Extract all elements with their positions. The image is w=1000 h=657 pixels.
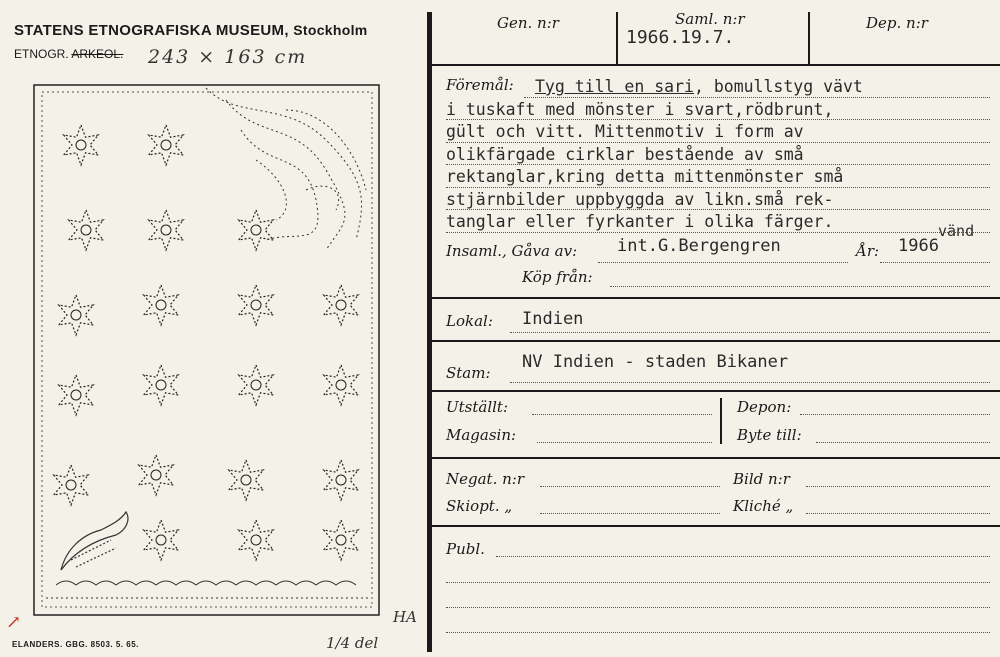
insaml-value: int.G.Bergengren — [617, 236, 781, 256]
dep-label: Dep. n:r — [866, 14, 928, 32]
star-motif — [59, 295, 94, 335]
utstallt-label: Utställt: — [446, 398, 509, 416]
sketch-frame — [34, 85, 379, 615]
rule-stam — [432, 390, 1000, 392]
stam-label: Stam: — [446, 364, 491, 382]
arkeol-label: ARKEOL. — [71, 47, 124, 61]
star-motif — [144, 365, 179, 405]
textile-sketch — [26, 80, 386, 625]
dimensions-note: 243 × 163 cm — [148, 46, 308, 68]
printer-line: ELANDERS. GBG. 8503. 5. 65. — [12, 640, 139, 649]
central-swirl — [206, 88, 366, 250]
star-motif — [144, 520, 179, 560]
bottom-border-pattern — [46, 581, 371, 598]
negat-label: Negat. n:r — [446, 470, 524, 488]
object-name: Tyg till en sari — [535, 77, 694, 96]
lokal-value: Indien — [522, 309, 584, 329]
rule-depon — [432, 457, 1000, 459]
foremal-line-4: rektanglar,kring detta mittenmönster små — [446, 167, 844, 186]
foremal-first-line — [535, 76, 863, 99]
foremal-line-6: tanglar eller fyrkanter i olika färger. — [446, 212, 834, 231]
divider-gen-saml — [616, 12, 618, 64]
museum-name — [14, 22, 368, 39]
scale-note: 1/4 del — [326, 634, 379, 652]
saml-label: Saml. n:r — [675, 10, 745, 28]
etnogr-label: ETNOGR. — [14, 47, 69, 61]
star-motif — [54, 465, 89, 505]
bird-figure — [61, 512, 128, 570]
initials: HA — [393, 608, 417, 626]
kop-label: Köp från: — [522, 268, 593, 286]
star-motif — [324, 365, 359, 405]
rule-lokal — [432, 340, 1000, 342]
museum-title: STATENS ETNOGRAFISKA MUSEUM, — [14, 22, 289, 39]
museum-city: Stockholm — [293, 22, 368, 38]
foremal-label: Föremål: — [446, 76, 514, 94]
depon-label: Depon: — [737, 398, 792, 416]
rule-top — [432, 64, 1000, 66]
star-motif — [324, 460, 359, 500]
star-motif — [149, 125, 184, 165]
foremal-line-3: olikfärgade cirklar bestående av små — [446, 144, 804, 164]
foremal-line-5: stjärnbilder uppbyggda av likn.små rek- — [446, 189, 834, 209]
ar-value: 1966 — [898, 236, 939, 256]
star-motif — [139, 455, 174, 495]
lokal-label: Lokal: — [446, 312, 493, 330]
star-motif — [239, 365, 274, 405]
star-motif — [239, 285, 274, 325]
divider-thick — [427, 12, 432, 652]
ar-label: År: — [856, 242, 880, 260]
rule-kop — [432, 297, 1000, 299]
star-motif — [59, 375, 94, 415]
kliche-label: Kliché „ — [733, 497, 794, 515]
vand-note: vänd — [938, 222, 975, 240]
saml-value: 1966.19.7. — [626, 27, 735, 48]
insaml-label: Insaml., Gåva av: — [446, 242, 578, 260]
star-motif — [239, 210, 274, 250]
category-line — [14, 47, 123, 61]
divider-saml-dep — [808, 12, 810, 64]
star-motif — [149, 210, 184, 250]
skiopt-label: Skiopt. „ — [446, 497, 513, 515]
star-motif — [324, 520, 359, 560]
foremal-line-1: i tuskaft med mönster i svart,rödbrunt, — [446, 99, 834, 119]
rule-negat — [432, 525, 1000, 527]
bild-label: Bild n:r — [733, 470, 790, 488]
gen-label: Gen. n:r — [497, 14, 559, 32]
star-motif — [144, 285, 179, 325]
divider-utstallt-depon — [720, 398, 722, 444]
byte-label: Byte till: — [737, 426, 802, 444]
sketch-inner-border — [42, 92, 372, 607]
star-motifs — [54, 125, 359, 560]
foremal-line-0: , bomullstyg vävt — [693, 77, 863, 96]
foremal-line-2: gült och vitt. Mittenmotiv i form av — [446, 122, 804, 141]
star-motif — [64, 125, 99, 165]
red-arrow-mark: ↗ — [6, 612, 22, 633]
star-motif — [239, 520, 274, 560]
publ-label: Publ. — [446, 540, 485, 558]
stam-value: NV Indien - staden Bikaner — [522, 352, 789, 372]
star-motif — [69, 210, 104, 250]
star-motif — [324, 285, 359, 325]
magasin-label: Magasin: — [446, 426, 517, 444]
star-motif — [229, 460, 264, 500]
